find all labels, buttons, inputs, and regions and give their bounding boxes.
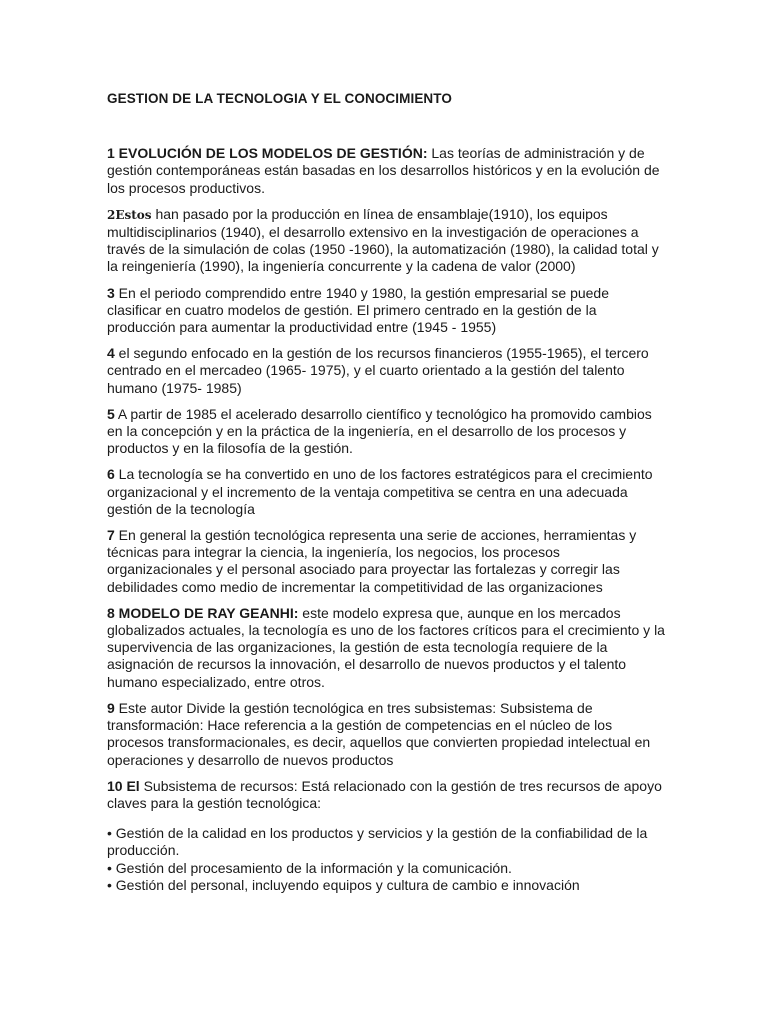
bullet-item: • Gestión del procesamiento de la información y la comunicación. bbox=[107, 859, 512, 876]
paragraph-number: 6 bbox=[107, 466, 115, 483]
paragraph-text: En el periodo comprendido entre 1940 y 1980, la gestión empresarial se puede clasificar en cuatro modelos de gestión. El primero centrado en la gestión de la producción para aumentar la productividad entre (1945 - 1955) bbox=[107, 284, 610, 336]
paragraph-6 bbox=[107, 466, 667, 518]
paragraph-text: Este autor Divide la gestión tecnológica en tres subsistemas: Subsistema de transformación: Hace referencia a la gestión de competencias en el núcleo de los procesos transformacionales, es decir, aquellos que convierten propiedad intelectual en operaciones y desarrollo de nuevos productos bbox=[107, 699, 651, 768]
document-page bbox=[107, 90, 667, 894]
paragraph-9 bbox=[107, 700, 667, 769]
paragraph-4 bbox=[107, 345, 667, 397]
paragraph-10 bbox=[107, 778, 667, 812]
paragraph-8 bbox=[107, 605, 667, 691]
paragraph-text: En general la gestión tecnológica representa una serie de acciones, herramientas y técnicas para integrar la ciencia, la ingeniería, los negocios, los procesos organizacionales y el personal asociado para proyectar las fortalezas y corregir las debilidades como medio de incrementar la competitividad de las organizaciones bbox=[107, 527, 637, 595]
paragraph-number: 5 bbox=[107, 405, 115, 422]
paragraph-number: 7 bbox=[107, 527, 115, 544]
paragraph-text: el segundo enfocado en la gestión de los recursos financieros (1955-1965), el tercero centrado en el mercadeo (1965- 1975), y el cuarto orientado a la gestión del talento humano (1975- 1985) bbox=[107, 345, 649, 396]
paragraph-1 bbox=[107, 145, 667, 197]
paragraph-number: 9 bbox=[107, 699, 115, 716]
paragraph-7 bbox=[107, 527, 667, 596]
paragraph-text: A partir de 1985 el acelerado desarrollo científico y tecnológico ha promovido cambios en la concepción y en la práctica de la ingeniería, en el desarrollo de los procesos y productos y en la filosofía de la gestión. bbox=[107, 405, 652, 457]
document-title: GESTION DE LA TECNOLOGIA Y EL CONOCIMIENTO bbox=[107, 91, 452, 106]
paragraph-lead: El bbox=[122, 777, 140, 794]
paragraph-text: La tecnología se ha convertido en uno de los factores estratégicos para el crecimiento organizacional y el incremento de la ventaja competitiva se centra en una adecuada gestión de la tecnología bbox=[107, 466, 653, 517]
paragraph-text: Las teorías de administración y de gestión contemporáneas están basadas en los desarrollos históricos y en la evolución de los procesos productivos. bbox=[107, 145, 660, 196]
paragraph-number: 3 bbox=[107, 284, 115, 301]
paragraph-number: 2 bbox=[107, 207, 116, 222]
bullet-list bbox=[107, 825, 667, 894]
paragraph-3 bbox=[107, 285, 667, 337]
paragraph-lead: EVOLUCIÓN DE LOS MODELOS DE GESTIÓN: bbox=[114, 145, 428, 162]
paragraph-number: 4 bbox=[107, 345, 115, 362]
paragraph-number: 8 bbox=[107, 604, 115, 621]
paragraph-lead: MODELO DE RAY GEANHI: bbox=[114, 604, 299, 621]
paragraph-text: han pasado por la producción en línea de ensamblaje(1910), los equipos multidisciplinarios (1940), el desarrollo extensivo en la investigación de operaciones a través de la simulación de colas (1950 -1960), la automatización (1980), la calidad total y la reingeniería (1990), la ingeniería concurrente y la cadena de valor (2000) bbox=[107, 205, 659, 275]
paragraph-2 bbox=[107, 206, 667, 276]
paragraph-lead: Estos bbox=[115, 207, 152, 222]
paragraph-number: 1 bbox=[107, 145, 115, 162]
paragraph-5 bbox=[107, 406, 667, 458]
paragraph-text: este modelo expresa que, aunque en los mercados globalizados actuales, la tecnología es uno de los factores críticos para el crecimiento y la supervivencia de las organizaciones, la gestión de esta tecnología requiere de la asignación de recursos la innovación, el desarrollo de nuevos productos y el talento humano especializado, entre otros. bbox=[107, 604, 665, 690]
paragraph-text: Subsistema de recursos: Está relacionado con la gestión de tres recursos de apoyo claves para la gestión tecnológica: bbox=[107, 777, 662, 811]
bullet-item: • Gestión de la calidad en los productos y servicios y la gestión de la confiabilidad de la producción. bbox=[107, 825, 648, 859]
paragraph-number: 10 bbox=[107, 777, 123, 794]
bullet-item: • Gestión del personal, incluyendo equipos y cultura de cambio e innovación bbox=[107, 876, 580, 893]
